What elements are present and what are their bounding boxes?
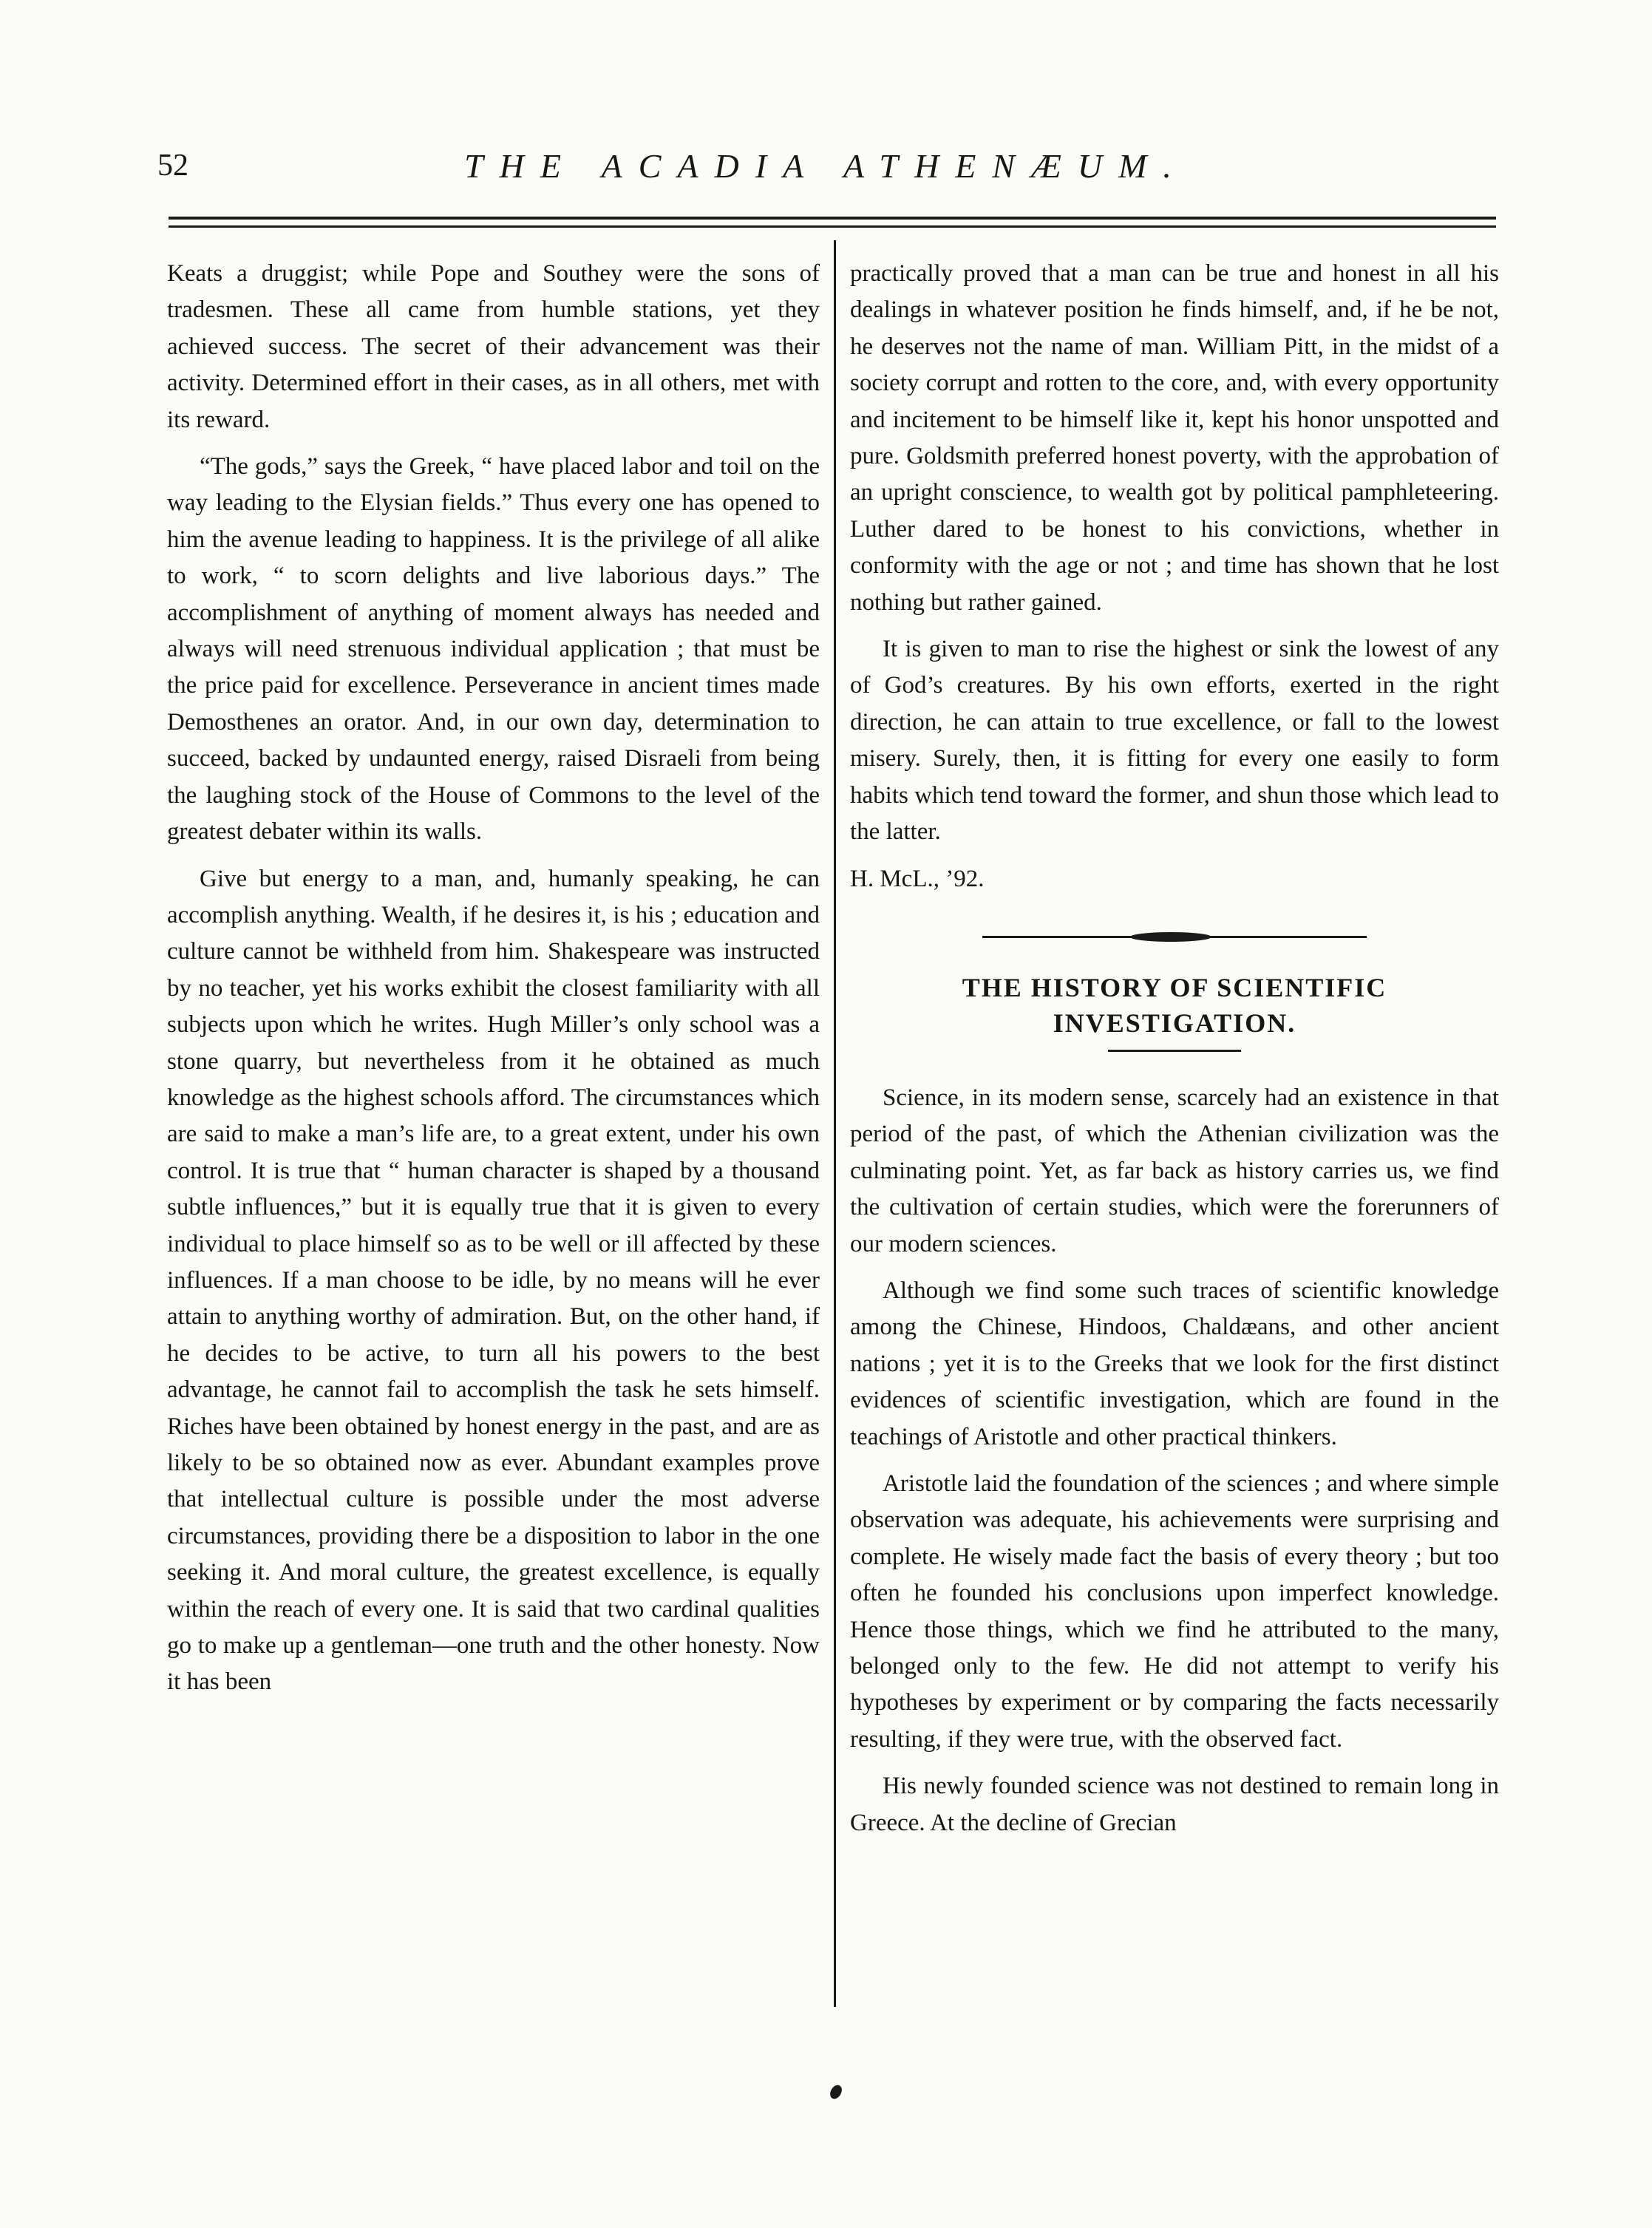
running-title: THE ACADIA ATHENÆUM. xyxy=(464,147,1188,185)
section-ornament xyxy=(982,930,1367,945)
left-column xyxy=(167,256,820,1711)
footer-ornament xyxy=(828,2083,844,2101)
column-divider xyxy=(834,240,836,2007)
article-paragraph: Although we find some such traces of scientific knowledge among the Chinese, Hindoos, Chaldæans, and other ancient nations ; yet it is to the Greeks that we look for the first distinct evidences of scientific investigation, which are found in the teachings of Aristotle and other practical thinkers. xyxy=(850,1277,1499,1450)
author-signature: H. McL., ’92. xyxy=(850,865,985,892)
right-paragraph: practically proved that a man can be true and honest in all his dealings in whatever position he finds himself, and, if he be not, he deserves not the name of man. William Pitt, in the midst of a society corrupt and rotten to the core, and, with every opportunity and incitement to be himself like it, kept his honor unspotted and pure. Goldsmith preferred honest poverty, with the approbation of an upright conscience, to wealth got by political pamphleteering. Luther dared to be honest to his convictions, whether in conformity with the age or not ; and time has shown that he lost nothing but rather gained. xyxy=(850,260,1499,616)
article-paragraph: Science, in its modern sense, scarcely had an existence in that period of the past, of which the Athenian civilization was the culminating point. Yet, as far back as history carries us, we find the cultivation of certain studies, which were the forerunners of our modern sciences. xyxy=(850,1084,1499,1257)
right-column xyxy=(850,256,1499,1852)
page-number: 52 xyxy=(157,149,188,183)
left-paragraph: “The gods,” says the Greek, “ have placed labor and toil on the way leading to the Elysian fields.” Thus every one has opened to him the avenue leading to happiness. It is the privilege of all alike to work, “ to scorn delights and live laborious days.” The accomplishment of anything of moment always has needed and always will need strenuous individual application ; that must be the price paid for excellence. Perseverance in ancient times made Demosthenes an orator. And, in our own day, determination to succeed, backed by undaunted energy, raised Disraeli from being the laughing stock of the House of Commons to the level of the greatest debater within its walls. xyxy=(167,453,820,846)
article-paragraph: His newly founded science was not destined to remain long in Greece. At the decline of Grecian xyxy=(850,1773,1499,1836)
right-paragraph: It is given to man to rise the highest or sink the lowest of any of God’s creatures. By his own efforts, exerted in the right direction, he can attain to true excellence, or fall to the lowest misery. Surely, then, it is fitting for every one easily to form habits which tend toward the former, and shun those which lead to the latter. xyxy=(850,636,1499,846)
article-paragraph: Aristotle laid the foundation of the sciences ; and where simple observation was adequate, his achievements were surprising and complete. He wisely made fact the basis of every theory ; but too often he founded his conclusions upon imperfect knowledge. Hence those things, which we find he attributed to the many, belonged only to the few. He did not attempt to verify his hypotheses by experiment or by comparing the facts necessarily resulting, if they were true, with the observed fact. xyxy=(850,1470,1499,1753)
ornament-dot xyxy=(1130,932,1211,942)
left-paragraph: Give but energy to a man, and, humanly speaking, he can accomplish anything. Wealth, if he desires it, is his ; education and culture cannot be withheld from him. Shakespeare was instructed by no teacher, yet his works exhibit the closest familiarity with all subjects upon which he writes. Hugh Miller’s only school was a stone quarry, but nevertheless from it he obtained as much knowledge as the highest schools afford. The circumstances which are said to make a man’s life are, to a great extent, under his own control. It is true that “ human character is shaped by a thousand subtle influences,” but it is equally true that it is given to every individual to place himself so as to be well or ill affected by these influences. If a man choose to be idle, by no means will he ever attain to anything worthy of admiration. But, on the other hand, if he decides to be active, to turn all his powers to the best advantage, he cannot fail to accomplish the task he sets himself. Riches have been obtained by honest energy in the past, and are as likely to be so obtained now as ever. Abundant examples prove that intellectual culture is possible under the most adverse circumstances, providing there be a disposition to labor in the one seeking it. And moral culture, the greatest excellence, is equally within the reach of every one. It is said that two cardinal qualities go to make up a gentleman—one truth and the other honesty. Now it has been xyxy=(167,865,820,1696)
left-paragraph: Keats a druggist; while Pope and Southey were the sons of tradesmen. These all came from humble stations, yet they achieved success. The secret of their advancement was their activity. Determined effort in their cases, as in all others, met with its reward. xyxy=(167,260,820,433)
header-rule-bottom xyxy=(169,225,1496,228)
header-rule-top xyxy=(169,217,1496,220)
title-rule xyxy=(1108,1050,1241,1052)
article-title: THE HISTORY OF SCIENTIFIC INVESTIGATION. xyxy=(962,972,1387,1038)
